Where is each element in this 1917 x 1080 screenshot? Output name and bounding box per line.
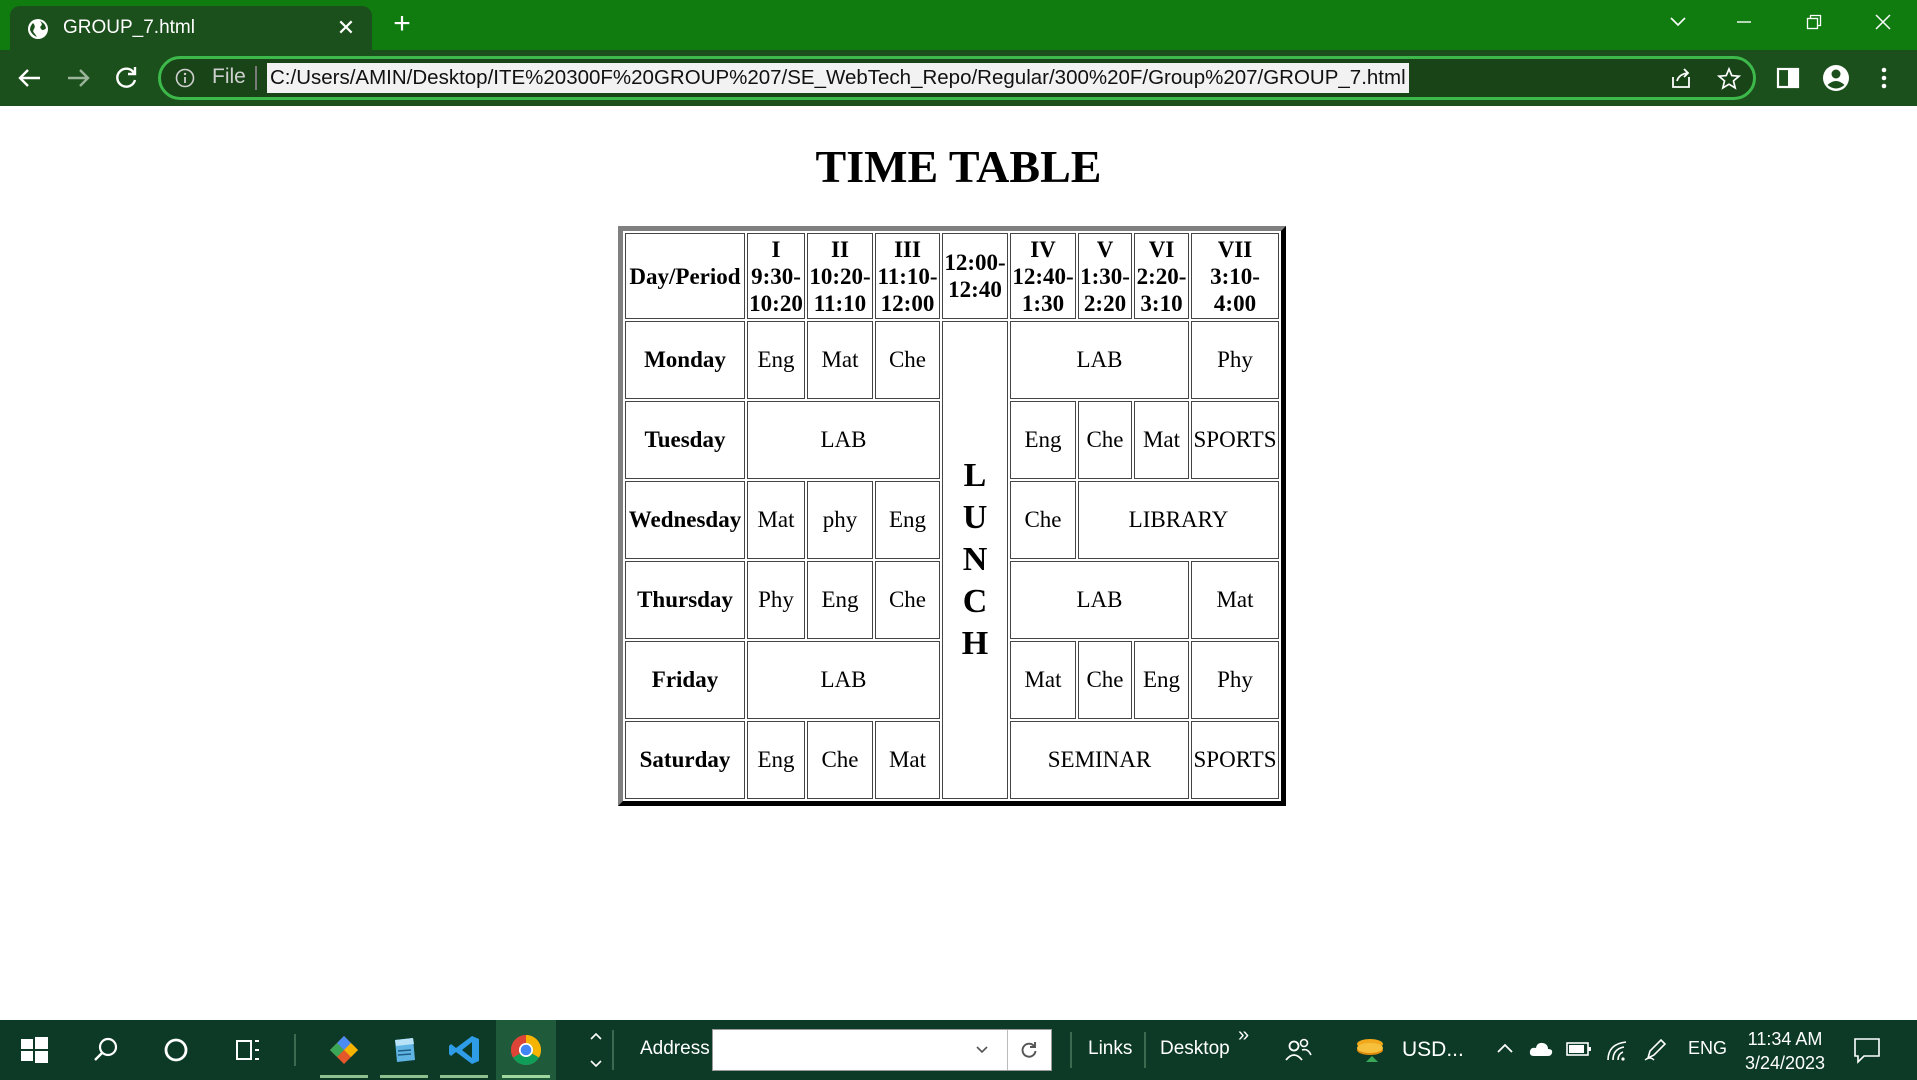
day-cell: Wednesday — [625, 481, 745, 559]
subject-cell: Eng — [747, 321, 805, 399]
lunch-letter: L — [963, 457, 987, 494]
taskbar-separator — [1070, 1032, 1072, 1068]
windows-taskbar — [0, 1020, 1917, 1080]
close-tab-icon[interactable]: ✕ — [336, 15, 356, 40]
period-header-4 — [1010, 233, 1076, 319]
subject-cell: Mat — [807, 321, 873, 399]
day-cell: Friday — [625, 641, 745, 719]
subject-cell: Che — [875, 321, 940, 399]
subject-cell: Mat — [747, 481, 805, 559]
lunch-letter: U — [962, 499, 988, 536]
subject-cell: Eng — [875, 481, 940, 559]
vscode-app-icon[interactable] — [446, 1032, 482, 1068]
subject-cell: Mat — [1134, 401, 1189, 479]
onedrive-cloud-icon[interactable] — [1528, 1038, 1554, 1060]
links-toolbar-label[interactable]: Links — [1088, 1038, 1133, 1059]
day-cell: Thursday — [625, 561, 745, 639]
pen-workspace-icon[interactable] — [1642, 1036, 1668, 1062]
period-header-5 — [1078, 233, 1132, 319]
period-numeral: IV — [1030, 236, 1056, 262]
refresh-icon[interactable] — [1019, 1040, 1039, 1060]
subject-cell: Phy — [747, 561, 805, 639]
tab-title: GROUP_7.html — [63, 17, 195, 38]
period-numeral: I — [771, 236, 781, 262]
period-start: 11:10- — [877, 263, 938, 289]
taskbar-separator — [294, 1034, 296, 1066]
subject-cell: Eng — [807, 561, 873, 639]
clock-time: 11:34 AM — [1747, 1029, 1823, 1049]
system-clock[interactable] — [1730, 1027, 1840, 1075]
timetable — [618, 226, 1286, 806]
new-tab-button[interactable]: + — [393, 7, 411, 40]
wifi-icon[interactable] — [1604, 1036, 1630, 1062]
subject-cell: Mat — [1191, 561, 1279, 639]
chevron-up-icon[interactable] — [1496, 1040, 1514, 1058]
period-end: 4:00 — [1213, 290, 1257, 316]
browser-tab[interactable] — [10, 6, 372, 50]
browser-menu-icon[interactable] — [1868, 62, 1900, 94]
windows-start-icon[interactable] — [16, 1032, 52, 1068]
site-info-icon[interactable] — [175, 68, 195, 88]
share-icon[interactable] — [1669, 67, 1693, 91]
file-scheme-label: File — [212, 65, 246, 88]
minimize-icon[interactable] — [1714, 0, 1774, 44]
subject-cell: Phy — [1191, 641, 1279, 719]
period-start: 1:30- — [1080, 263, 1130, 289]
clock-date: 3/24/2023 — [1744, 1053, 1826, 1073]
day-cell: Monday — [625, 321, 745, 399]
input-divider — [1007, 1030, 1008, 1070]
subject-cell: LAB — [747, 641, 940, 719]
subject-cell: Che — [807, 721, 873, 799]
subject-cell: Che — [1078, 641, 1132, 719]
period-numeral: V — [1096, 236, 1114, 262]
period-end: 12:00 — [880, 290, 935, 316]
lunch-cell — [942, 321, 1008, 799]
taskbar-separator — [1144, 1032, 1146, 1068]
bookmark-star-icon[interactable] — [1717, 67, 1741, 91]
lunch-letter: C — [962, 583, 988, 620]
period-start: 9:30- — [751, 263, 801, 289]
browser-tab-strip — [0, 0, 1917, 50]
close-window-icon[interactable] — [1853, 0, 1913, 44]
period-start: 2:20- — [1136, 263, 1187, 289]
subject-cell: Eng — [1134, 641, 1189, 719]
table-row-monday — [625, 321, 1279, 399]
period-end: 12:40 — [948, 277, 1002, 302]
currency-coins-icon[interactable] — [1352, 1032, 1388, 1068]
side-panel-icon[interactable] — [1772, 62, 1804, 94]
task-view-icon[interactable] — [230, 1032, 266, 1068]
day-cell: Saturday — [625, 721, 745, 799]
subject-cell: Eng — [747, 721, 805, 799]
period-header-2 — [807, 233, 873, 319]
period-header-1 — [747, 233, 805, 319]
toolbar-overflow-icon[interactable]: » — [1238, 1024, 1250, 1046]
language-indicator[interactable]: ENG — [1688, 1038, 1728, 1058]
profile-avatar-icon[interactable] — [1820, 62, 1852, 94]
url-text[interactable]: C:/Users/AMIN/Desktop/ITE%20300F%20GROUP%207/SE_WebTech_Repo/Regular/300%20F/Group%207/GROUP_7.html — [267, 63, 1409, 93]
period-numeral: VI — [1148, 236, 1175, 262]
back-icon[interactable] — [14, 62, 46, 94]
subject-cell: LAB — [1010, 321, 1189, 399]
period-end: 2:20 — [1083, 290, 1127, 316]
restore-icon[interactable] — [1784, 0, 1844, 44]
page-title: TIME TABLE — [815, 141, 1102, 192]
subject-cell: phy — [807, 481, 873, 559]
period-start: 12:00- — [944, 250, 1006, 275]
period-numeral: III — [894, 236, 921, 262]
address-toolbar-label: Address — [640, 1038, 710, 1059]
chrome-app-icon[interactable] — [508, 1032, 544, 1068]
subject-cell: Eng — [1010, 401, 1076, 479]
day-period-header: Day/Period — [625, 233, 745, 319]
period-start: 3:10- — [1210, 263, 1260, 289]
taskbar-separator — [612, 1030, 614, 1070]
notepad-app-icon[interactable] — [386, 1032, 422, 1068]
app-running-indicator — [380, 1075, 428, 1078]
subject-cell: LIBRARY — [1078, 481, 1279, 559]
chevron-down-icon[interactable] — [975, 1044, 989, 1056]
desktop-toolbar-label[interactable]: Desktop — [1160, 1038, 1230, 1059]
subject-cell: SPORTS — [1191, 721, 1279, 799]
period-numeral: II — [831, 236, 849, 262]
notification-center-icon[interactable] — [1852, 1036, 1882, 1064]
forward-icon[interactable] — [62, 62, 94, 94]
subject-cell: Che — [1010, 481, 1076, 559]
currency-label[interactable]: USD... — [1402, 1038, 1464, 1061]
period-end: 1:30 — [1021, 290, 1065, 316]
header-row — [625, 233, 1279, 319]
browser-toolbar — [0, 50, 1917, 106]
address-bar[interactable] — [158, 56, 1756, 100]
period-end: 11:10 — [813, 290, 867, 316]
period-start: 12:40- — [1012, 263, 1074, 289]
git-app-icon[interactable] — [326, 1032, 362, 1068]
battery-icon[interactable] — [1566, 1039, 1592, 1059]
app-running-indicator — [320, 1075, 368, 1078]
period-numeral: VII — [1217, 236, 1253, 262]
toolbar-scroll-icon[interactable] — [588, 1028, 604, 1072]
taskbar-address-input[interactable] — [712, 1029, 1052, 1071]
address-separator — [255, 66, 257, 90]
lunch-letter: H — [961, 625, 989, 662]
search-icon[interactable] — [88, 1032, 124, 1068]
subject-cell: SPORTS — [1191, 401, 1279, 479]
lunch-period-header — [942, 233, 1008, 319]
reload-icon[interactable] — [110, 62, 142, 94]
subject-cell: Phy — [1191, 321, 1279, 399]
subject-cell: Mat — [1010, 641, 1076, 719]
period-end: 3:10 — [1140, 290, 1183, 316]
period-end: 10:20 — [749, 290, 803, 316]
app-active-indicator — [502, 1075, 550, 1078]
lunch-letter: N — [962, 541, 988, 578]
subject-cell: Che — [875, 561, 940, 639]
globe-icon — [27, 18, 49, 40]
subject-cell: LAB — [747, 401, 940, 479]
period-header-6 — [1134, 233, 1189, 319]
cortana-icon[interactable] — [158, 1032, 194, 1068]
subject-cell: SEMINAR — [1010, 721, 1189, 799]
day-cell: Tuesday — [625, 401, 745, 479]
period-header-7 — [1191, 233, 1279, 319]
tab-search-icon[interactable] — [1648, 0, 1708, 44]
period-header-3 — [875, 233, 940, 319]
period-start: 10:20- — [809, 263, 871, 289]
subject-cell: Mat — [875, 721, 940, 799]
timetable-container — [618, 226, 1286, 806]
people-icon[interactable] — [1280, 1032, 1316, 1068]
subject-cell: Che — [1078, 401, 1132, 479]
subject-cell: LAB — [1010, 561, 1189, 639]
app-running-indicator — [440, 1075, 488, 1078]
